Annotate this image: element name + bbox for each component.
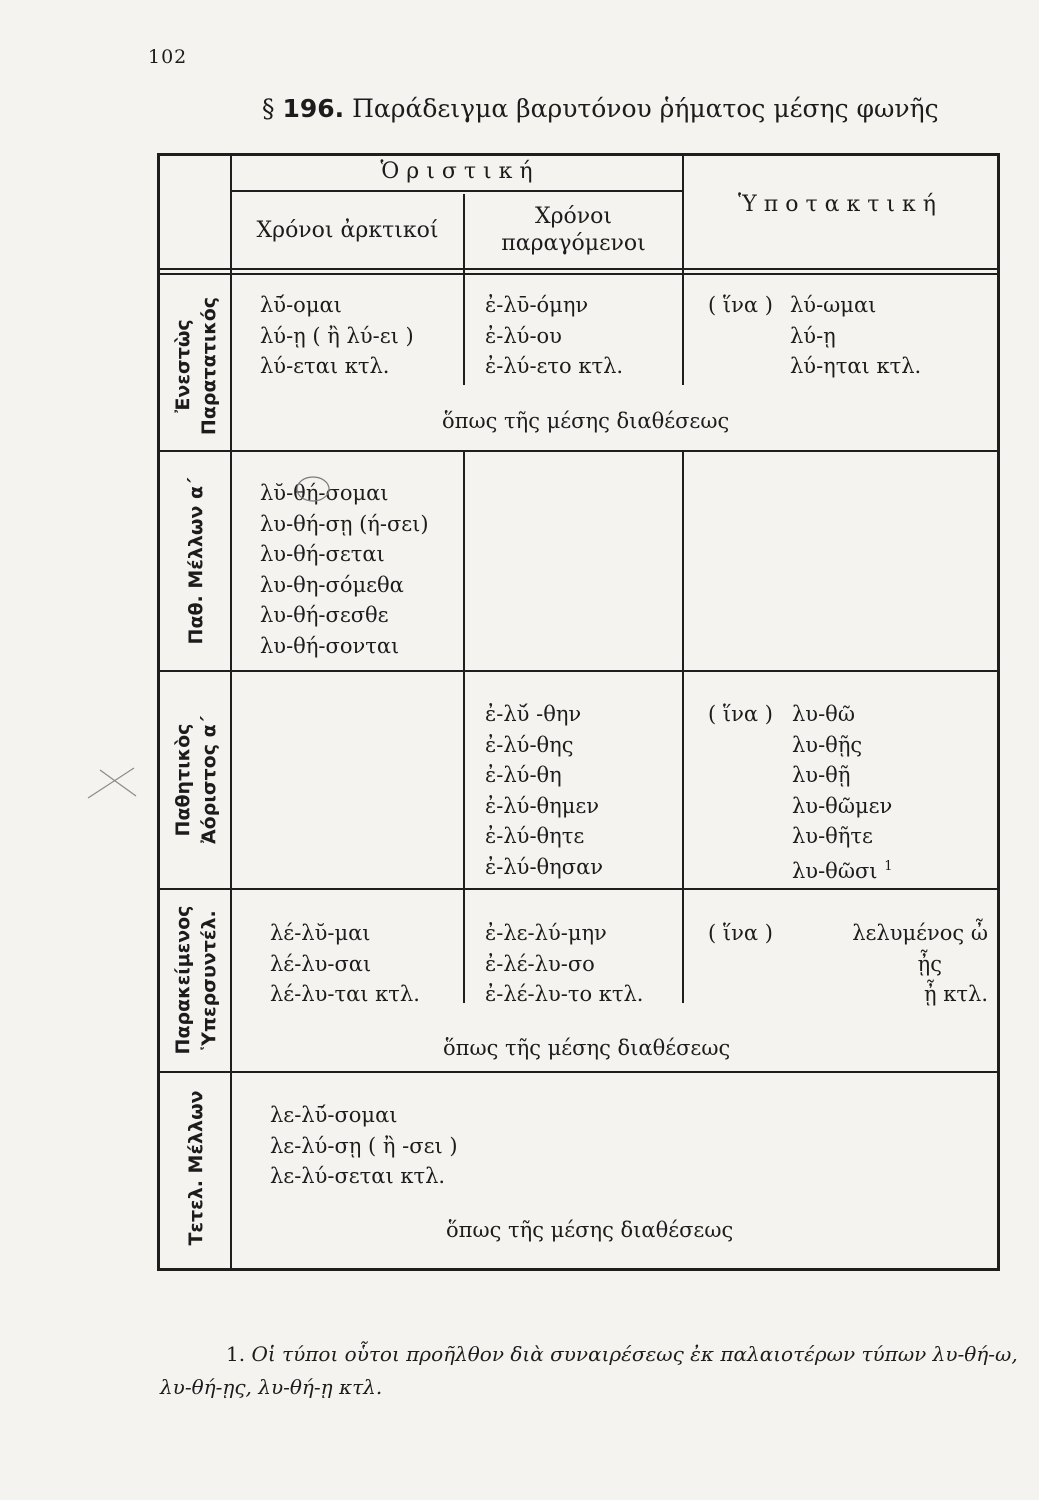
form-line: λέ-λυ-σαι: [270, 951, 372, 976]
row2-divider-a: [463, 452, 465, 672]
footnote-text-line1: Οἱ τύποι οὗτοι προῆλθον διὰ συναιρέσεως ἐκ παλαιοτέρων τύπων λυ-θή-ω,: [251, 1342, 1018, 1366]
row-label-passive-future-text: Παθ. Μέλλων α΄: [185, 477, 207, 645]
section-title: [262, 94, 939, 123]
pluperfect-secondary-forms: [485, 918, 643, 1010]
form-line: ἐ-λύ-ετο κτλ.: [485, 354, 624, 378]
row-label-present-imperfect: [170, 297, 222, 435]
row1-middle-voice-note: ὅπως τῆς μέσης διαθέσεως: [442, 409, 730, 433]
form-line: ἐ-λέ-λυ-το κτλ.: [485, 982, 644, 1006]
page-number: 102: [148, 46, 188, 68]
present-subjunctive-prefix: ( ἵνα ): [708, 293, 773, 317]
form-line: ἐ-λύ-θησαν: [485, 854, 604, 879]
form-line: λυ-θή-σεσθε: [260, 603, 389, 627]
row-separator-4: [160, 1071, 997, 1073]
form-line: ἐ-λύ-θητε: [485, 824, 585, 848]
header-subjunctive: Ὑποτακτική: [738, 192, 943, 217]
imperfect-secondary-forms: [485, 290, 623, 382]
form-line: λύ-ῃ: [790, 323, 836, 348]
row4-divider-a: [463, 890, 465, 1003]
form-line: λυ-θῶμεν: [792, 793, 893, 818]
form-line: λελυμένος ὦ: [852, 921, 988, 945]
row3-divider-a: [463, 672, 465, 890]
section-symbol: §: [262, 94, 275, 123]
form-line: λύ-εται κτλ.: [260, 354, 390, 378]
form-line: λε-λύ-σῃ ( ἢ -σει ): [270, 1133, 458, 1158]
footnote-text-line2: λυ-θή-ῃς, λυ-θή-ῃ κτλ.: [160, 1375, 383, 1399]
form-line: λέ-λῠ-μαι: [270, 921, 371, 945]
row-separator-3: [160, 888, 997, 890]
form-line: λυ-θῇς: [792, 732, 863, 757]
row1-divider-b: [682, 275, 684, 385]
form-line: λυ-θή-σεται: [260, 542, 385, 566]
perfect-subjunctive-prefix: ( ἵνα ): [708, 921, 773, 945]
row-label-passive-aorist: [170, 716, 222, 844]
form-line: ᾖ κτλ.: [924, 982, 988, 1006]
row-label-passive: Παθητικὸς: [172, 723, 194, 837]
row-label-imperfect: Παρατατικός: [198, 296, 220, 436]
row2-divider-b: [682, 452, 684, 672]
form-line: λε-λύ-σεται κτλ.: [270, 1164, 446, 1188]
header-bottom-line-1: [160, 268, 997, 270]
section-heading: Παράδειγμα βαρυτόνου ῥήματος μέσης φωνῆς: [352, 94, 939, 123]
form-line: ἐ-λῠ́ -θην: [485, 702, 582, 726]
label-column-divider: [230, 156, 232, 1268]
form-line: λυ-θῶ: [792, 702, 855, 726]
form-line: λύ-ωμαι: [790, 293, 877, 317]
form-text: λυ-θῶσι: [792, 858, 878, 883]
pencil-circle-mark: [294, 474, 332, 504]
row-label-aorist: Ἀόριστος α΄: [198, 715, 220, 845]
form-line: λῡ́-ομαι: [260, 293, 342, 317]
row-separator-2: [160, 670, 997, 672]
header-secondary-tenses-line2: παραγόμενοι: [501, 231, 646, 256]
footnote: [226, 1334, 1018, 1375]
row1-divider-a: [463, 275, 465, 385]
perfect-subjunctive-forms: [790, 918, 988, 1010]
form-line: ἐ-λύ-θη: [485, 763, 562, 787]
form-line: ᾖς: [917, 951, 942, 976]
row3-divider-b: [682, 672, 684, 890]
row-label-perfect: Παρακείμενος: [172, 905, 194, 1055]
row-label-present: Ἐνεστὼς: [172, 319, 194, 413]
row-label-future-perfect-text: Τετελ. Μέλλων: [185, 1090, 207, 1246]
row4-divider-b: [682, 890, 684, 1003]
header-indicative: Ὁριστική: [380, 159, 540, 184]
conjugation-table: [157, 153, 1000, 1271]
footnote-reference: 1: [884, 858, 893, 874]
form-line: ἐ-λύ-θης: [485, 732, 574, 757]
form-line: ἐ-λῡ-όμην: [485, 293, 589, 317]
header-primary-tenses: Χρόνοι ἀρκτικοί: [256, 218, 439, 243]
section-number: 196.: [282, 94, 345, 123]
present-primary-forms: [260, 290, 414, 382]
row-label-passive-future: [183, 478, 209, 645]
present-subjunctive-forms: [790, 290, 921, 382]
row-label-future-perfect: [183, 1090, 209, 1245]
form-line: ἐ-λέ-λυ-σο: [485, 951, 595, 976]
passive-aorist-subjunctive-forms: [792, 699, 892, 886]
row-separator-1: [160, 450, 997, 452]
form-line: ἐ-λύ-θημεν: [485, 793, 600, 818]
future-perfect-forms: [270, 1100, 458, 1192]
form-line: λυ-θή-σονται: [260, 633, 400, 658]
pencil-cross-mark: [86, 766, 138, 800]
form-line: λυ-θῆτε: [792, 824, 873, 848]
passive-aorist-indicative-forms: [485, 699, 603, 882]
form-line: λῠ-θή-σομαι: [260, 481, 389, 505]
aorist-subjunctive-prefix: ( ἵνα ): [708, 702, 773, 726]
form-line: ἐ-λε-λύ-μην: [485, 921, 607, 945]
header-secondary-tenses-line1: Χρόνοι: [534, 204, 613, 229]
perfect-primary-forms: [270, 918, 420, 1010]
form-line: λύ-ῃ ( ἢ λύ-ει ): [260, 323, 414, 348]
form-line: [792, 852, 892, 887]
form-line: λε-λῡ́-σομαι: [270, 1103, 398, 1127]
header-indicative-divider: [232, 190, 682, 192]
passive-future-forms: [260, 478, 429, 661]
form-line: ἐ-λύ-ου: [485, 323, 562, 348]
row-label-pluperfect: Ὑπερσυντέλ.: [198, 910, 220, 1050]
row4-middle-voice-note: ὅπως τῆς μέσης διαθέσεως: [443, 1036, 731, 1060]
form-line: λυ-θη-σόμεθα: [260, 572, 404, 597]
footnote-number: 1.: [226, 1342, 246, 1366]
row-label-perfect-pluperfect: [170, 906, 222, 1055]
form-line: λυ-θή-σῃ (ή-σει): [260, 511, 429, 536]
row5-middle-voice-note: ὅπως τῆς μέσης διαθέσεως: [446, 1218, 734, 1242]
form-line: λυ-θῇ: [792, 763, 851, 787]
form-line: λέ-λυ-ται κτλ.: [270, 982, 420, 1006]
form-line: λύ-ηται κτλ.: [790, 354, 922, 378]
header-bottom-line-2: [160, 273, 997, 275]
